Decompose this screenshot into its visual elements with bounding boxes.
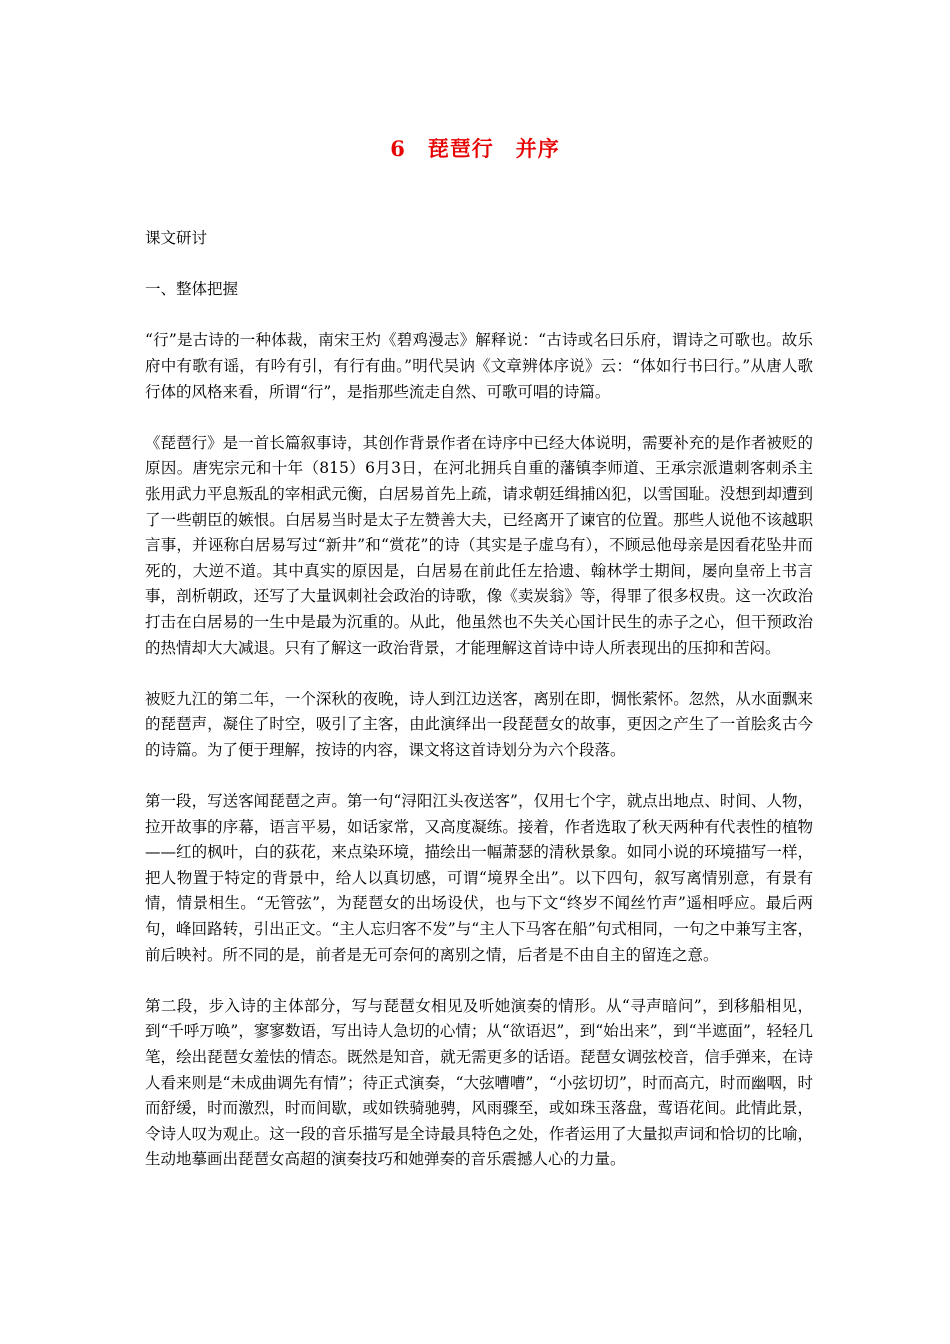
paragraph-5: 第二段，步入诗的主体部分，写与琵琶女相见及听她演奏的情形。从“寻声暗问”，到移船相见，到“千呼万唤”，寥寥数语，写出诗人急切的心情；从“欲语迟”，到“始出来”，到“半遮面”，轻轻几笔，绘出琵琶女羞怯的情态。既然是知音，就无需更多的话语。琵琶女调弦校音，信手弹来，在诗人看来则是“未成曲调先有情”；待正式演奏，“大弦嘈嘈”，“小弦切切”，时而高亢，时而幽咽，时而舒缓，时而激烈，时而间歇，或如铁骑驰骋，风雨骤至，或如珠玉落盘，莺语花间。此情此景，令诗人叹为观止。这一段的音乐描写是全诗最具特色之处，作者运用了大量拟声词和恰切的比喻，生动地摹画出琵琶女高超的演奏技巧和她弹奏的音乐震撼人心的力量。 <box>145 996 813 1169</box>
paragraph-1: “行”是古诗的一种体裁，南宋王灼《碧鸡漫志》解释说：“古诗或名曰乐府，谓诗之可歌也。故乐府中有歌有谣，有吟有引，有行有曲。”明代吴讷《文章辨体序说》云：“体如行书曰行。”从唐人歌行体的风格来看，所谓“行”，是指那些流走自然、可歌可唱的诗篇。 <box>145 331 813 401</box>
paragraph-3: 被贬九江的第二年，一个深秋的夜晚，诗人到江边送客，离别在即，惆怅萦怀。忽然，从水面飘来的琵琶声，凝住了时空，吸引了主客，由此演绎出一段琵琶女的故事，更因之产生了一首脍炙古今的诗篇。为了便于理解，按诗的内容，课文将这首诗划分为六个段落。 <box>145 689 813 759</box>
subsection-heading: 一、整体把握 <box>145 280 239 299</box>
document-body <box>145 226 813 1199</box>
section-heading: 课文研讨 <box>145 229 208 247</box>
paragraph-4: 第一段，写送客闻琵琶之声。第一句“浔阳江头夜送客”，仅用七个字，就点出地点、时间、人物，拉开故事的序幕，语言平易，如话家常，又高度凝练。接着，作者选取了秋天两种有代表性的植物——红的枫叶，白的荻花，来点染环境，描绘出一幅萧瑟的清秋景象。如同小说的环境描写一样，把人物置于特定的背景中，给人以真切感，可谓“境界全出”。以下四句，叙写离情别意，有景有情，情景相生。“无管弦”，为琵琶女的出场设伏，也与下文“终岁不闻丝竹声”遥相呼应。最后两句，峰回路转，引出正文。“主人忘归客不发”与“主人下马客在船”句式相同，一句之中兼写主客，前后映衬。所不同的是，前者是无可奈何的离别之情，后者是不由自主的留连之意。 <box>145 792 813 964</box>
paragraph-2: 《琵琶行》是一首长篇叙事诗，其创作背景作者在诗序中已经大体说明，需要补充的是作者被贬的原因。唐宪宗元和十年（815）6月3日，在河北拥兵自重的藩镇李师道、王承宗派遣刺客刺杀主张用武力平息叛乱的宰相武元衡，白居易首先上疏，请求朝廷缉捕凶犯，以雪国耻。没想到却遭到了一些朝臣的嫉恨。白居易当时是太子左赞善大夫，已经离开了谏官的位置。那些人说他不该越职言事，并诬称白居易写过“新井”和“赏花”的诗（其实是子虚乌有），不顾忌他母亲是因看花坠井而死的，大逆不道。其中真实的原因是，白居易在前此任左拾遗、翰林学士期间，屡向皇帝上书言事，剖析朝政，还写了大量讽刺社会政治的诗歌，像《卖炭翁》等，得罪了很多权贵。这一次政治打击在白居易的一生中是最为沉重的。从此，他虽然也不失关心国计民生的赤子之心，但干预政治的热情却大大减退。只有了解这一政治背景，才能理解这首诗中诗人所表现出的压抑和苦闷。 <box>145 433 813 657</box>
document-title: 6 琵琶行 并序 <box>390 136 560 161</box>
